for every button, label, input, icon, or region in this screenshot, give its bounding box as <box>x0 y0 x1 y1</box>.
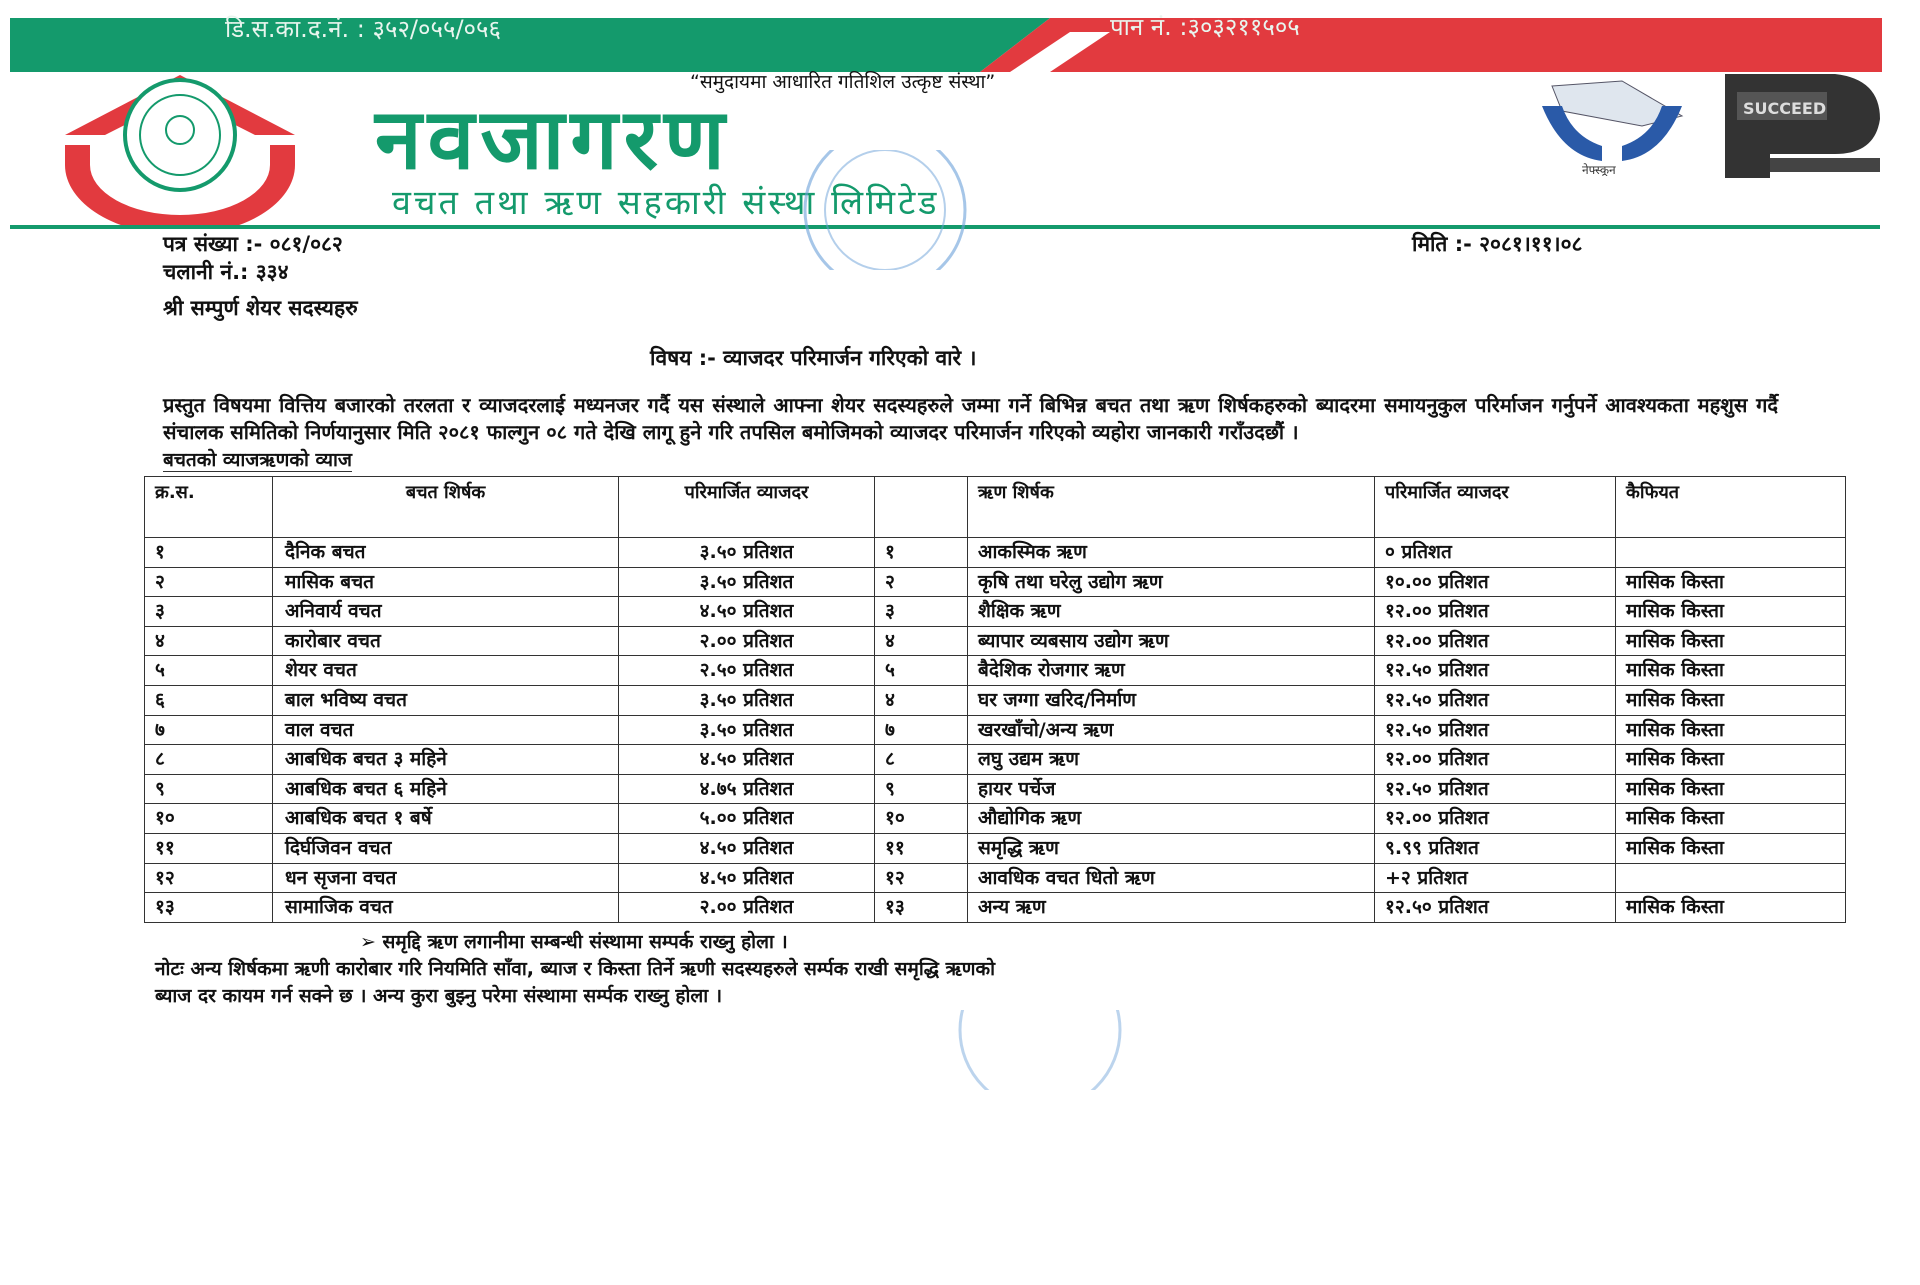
column-header: कैफियत <box>1616 477 1846 538</box>
table-cell: १२.५० प्रतिशत <box>1375 893 1616 923</box>
table-cell: १ <box>875 538 968 568</box>
succeed-logo <box>1725 74 1880 178</box>
table-cell: औद्योगिक ऋण <box>968 804 1375 834</box>
table-cell: १२.०० प्रतिशत <box>1375 597 1616 627</box>
arrow-bullet-icon: ➢ <box>360 930 383 953</box>
note-line-2: ब्याज दर कायम गर्न सक्ने छ । अन्य कुरा बुझ्नु परेमा संस्थामा सर्म्पक राख्नु होला । <box>155 984 723 1007</box>
table-cell: धन सृजना वचत <box>273 863 619 893</box>
table-cell: सामाजिक वचत <box>273 893 619 923</box>
table-cell: मासिक किस्ता <box>1616 567 1846 597</box>
slogan: “समुदायमा आधारित गतिशिल उत्कृष्ट संस्था” <box>690 71 996 93</box>
table-row <box>145 567 1846 597</box>
table-cell: ६ <box>145 685 273 715</box>
table-cell: कारोबार वचत <box>273 626 619 656</box>
table-cell: हायर पर्चेज <box>968 774 1375 804</box>
table-cell: ४ <box>875 626 968 656</box>
table-cell: ४.५० प्रतिशत <box>619 597 875 627</box>
organization-name: नवजागरण <box>375 90 731 188</box>
official-stamp-lower <box>920 1010 1160 1090</box>
table-cell <box>1616 538 1846 568</box>
table-header-row <box>145 477 1846 538</box>
table-cell: १० <box>875 804 968 834</box>
table-cell: मासिक किस्ता <box>1616 597 1846 627</box>
table-cell: २.०० प्रतिशत <box>619 626 875 656</box>
table-row <box>145 597 1846 627</box>
table-cell: मासिक किस्ता <box>1616 774 1846 804</box>
table-cell: समृद्धि ऋण <box>968 833 1375 863</box>
table-cell: ४.५० प्रतिशत <box>619 863 875 893</box>
table-cell: ३.५० प्रतिशत <box>619 685 875 715</box>
table-cell: बैदेशिक रोजगार ऋण <box>968 656 1375 686</box>
table-cell: मासिक किस्ता <box>1616 833 1846 863</box>
svg-text:नेफ्स्कून: नेफ्स्कून <box>1582 163 1616 176</box>
table-cell: १२.५० प्रतिशत <box>1375 774 1616 804</box>
table-cell: मासिक किस्ता <box>1616 626 1846 656</box>
table-cell: मासिक किस्ता <box>1616 893 1846 923</box>
subject: विषय :- व्याजदर परिमार्जन गरिएको वारे । <box>650 346 977 370</box>
table-cell: कृषि तथा घरेलु उद्योग ऋण <box>968 567 1375 597</box>
table-cell: +२ प्रतिशत <box>1375 863 1616 893</box>
table-cell: ३.५० प्रतिशत <box>619 715 875 745</box>
table-cell: १२.०० प्रतिशत <box>1375 626 1616 656</box>
table-cell: मासिक किस्ता <box>1616 656 1846 686</box>
table-cell: वाल वचत <box>273 715 619 745</box>
table-cell: आकस्मिक ऋण <box>968 538 1375 568</box>
table-cell: ९ <box>875 774 968 804</box>
dispatch-number: चलानी नं.: ३३४ <box>163 260 289 284</box>
table-cell: १ <box>145 538 273 568</box>
table-cell: मासिक किस्ता <box>1616 685 1846 715</box>
table-cell: ५.०० प्रतिशत <box>619 804 875 834</box>
table-cell: खरखाँचो/अन्य ऋण <box>968 715 1375 745</box>
addressee: श्री सम्पुर्ण शेयर सदस्यहरु <box>163 296 358 320</box>
table-row <box>145 833 1846 863</box>
table-cell: ८ <box>145 745 273 775</box>
table-cell: अन्य ऋण <box>968 893 1375 923</box>
table-cell: मासिक किस्ता <box>1616 745 1846 775</box>
table-cell: बाल भविष्य वचत <box>273 685 619 715</box>
table-cell: आबधिक बचत ६ महिने <box>273 774 619 804</box>
table-cell: ४ <box>875 685 968 715</box>
table-cell: आबधिक बचत ३ महिने <box>273 745 619 775</box>
table-cell: दिर्घजिवन वचत <box>273 833 619 863</box>
table-cell: २.५० प्रतिशत <box>619 656 875 686</box>
table-cell: २ <box>145 567 273 597</box>
interest-rate-table <box>144 476 1846 923</box>
table-cell: आवधिक वचत धितो ऋण <box>968 863 1375 893</box>
table-cell: शैक्षिक ऋण <box>968 597 1375 627</box>
table-cell: १२.५० प्रतिशत <box>1375 715 1616 745</box>
column-header: परिमार्जित व्याजदर <box>1375 477 1616 538</box>
table-cell: घर जग्गा खरिद/निर्माण <box>968 685 1375 715</box>
bullet-text: समृद्दि ऋण लगानीमा सम्बन्धी संस्थामा सम्पर्क राख्नु होला । <box>382 930 788 953</box>
table-cell: दैनिक बचत <box>273 538 619 568</box>
table-cell: मासिक किस्ता <box>1616 804 1846 834</box>
table-cell: आबधिक बचत १ बर्षे <box>273 804 619 834</box>
table-cell: ४.७५ प्रतिशत <box>619 774 875 804</box>
table-cell: ११ <box>875 833 968 863</box>
table-cell: ३.५० प्रतिशत <box>619 567 875 597</box>
pan-number: पान नं. :३०३२११५०५ <box>1110 13 1300 41</box>
table-row <box>145 774 1846 804</box>
letter-date: मिति :- २०८१।११।०८ <box>1412 232 1583 256</box>
table-heading: बचतको व्याजऋणको व्याज <box>163 449 353 471</box>
table-cell: २.०० प्रतिशत <box>619 893 875 923</box>
table-cell: ७ <box>145 715 273 745</box>
table-cell: ५ <box>875 656 968 686</box>
table-cell: ७ <box>875 715 968 745</box>
table-cell: ८ <box>875 745 968 775</box>
column-header <box>875 477 968 538</box>
table-cell: मासिक किस्ता <box>1616 715 1846 745</box>
table-cell: ४.५० प्रतिशत <box>619 745 875 775</box>
table-cell: १० <box>145 804 273 834</box>
table-cell: ४ <box>145 626 273 656</box>
table-cell: १२ <box>145 863 273 893</box>
table-cell: मासिक बचत <box>273 567 619 597</box>
table-row <box>145 893 1846 923</box>
table-cell: ९.९९ प्रतिशत <box>1375 833 1616 863</box>
table-cell: ९ <box>145 774 273 804</box>
table-cell: शेयर वचत <box>273 656 619 686</box>
table-cell: अनिवार्य वचत <box>273 597 619 627</box>
column-header: क्र.स. <box>145 477 273 538</box>
table-cell: १२.०० प्रतिशत <box>1375 804 1616 834</box>
table-cell: ४.५० प्रतिशत <box>619 833 875 863</box>
column-header: बचत शिर्षक <box>273 477 619 538</box>
body-paragraph: प्रस्तुत विषयमा वित्तिय बजारको तरलता र व्याजदरलाई मध्यनजर गर्दै यस संस्थाले आफ्ना शेयर सदस्यहरुले जम्मा गर्ने बिभिन्न बचत तथा ऋण शिर्षकहरुको ब्यादरमा समायनुकुल परिर्माजन गर्नुपर्ने आवश्यकता महशुस गर्दै संचालक समितिको निर्णयानुसार मिति २०८१ फाल्गुन ०८ गते देखि लागू हुने गरि तपसिल बमोजिमको व्याजदर परिमार्जन गरिएको व्यहोरा जानकारी गराँउदछौं । <box>163 393 1778 444</box>
table-cell: ब्यापार व्यबसाय उद्योग ऋण <box>968 626 1375 656</box>
table-row <box>145 626 1846 656</box>
note-line-1: नोटः अन्य शिर्षकमा ऋणी कारोबार गरि नियमिति साँवा, ब्याज र किस्ता तिर्ने ऋणी सदस्यहरुले सर्म्पक राखी समृद्धि ऋणको <box>155 957 996 980</box>
organization-subtitle: वचत तथा ऋण सहकारी संस्था लिमिटेड <box>392 183 940 223</box>
table-row <box>145 715 1846 745</box>
table-row <box>145 685 1846 715</box>
svg-text:SUCCEED: SUCCEED <box>1743 99 1827 118</box>
table-cell: ५ <box>145 656 273 686</box>
letter-body <box>144 392 1845 1010</box>
table-row <box>145 745 1846 775</box>
table-cell: १०.०० प्रतिशत <box>1375 567 1616 597</box>
table-cell: १२.५० प्रतिशत <box>1375 685 1616 715</box>
nefscun-logo <box>1522 76 1702 176</box>
column-header: परिमार्जित व्याजदर <box>619 477 875 538</box>
table-cell: १३ <box>145 893 273 923</box>
table-cell: २ <box>875 567 968 597</box>
table-row <box>145 863 1846 893</box>
table-cell: १३ <box>875 893 968 923</box>
table-cell: ११ <box>145 833 273 863</box>
table-cell: ३.५० प्रतिशत <box>619 538 875 568</box>
bullet-note <box>360 929 1920 956</box>
letter-number: पत्र संख्या :- ०८१/०८२ <box>163 232 343 256</box>
table-row <box>145 804 1846 834</box>
table-row <box>145 538 1846 568</box>
table-cell: लघु उद्यम ऋण <box>968 745 1375 775</box>
table-cell: ३ <box>875 597 968 627</box>
column-header: ऋण शिर्षक <box>968 477 1375 538</box>
registration-number: डि.स.का.द.नं. : ३५२/०५५/०५६ <box>225 15 501 43</box>
table-cell: ० प्रतिशत <box>1375 538 1616 568</box>
table-row <box>145 656 1846 686</box>
organization-logo <box>55 75 305 225</box>
table-cell: १२.०० प्रतिशत <box>1375 745 1616 775</box>
table-cell <box>1616 863 1846 893</box>
official-stamp <box>785 150 985 270</box>
table-cell: ३ <box>145 597 273 627</box>
table-cell: १२.५० प्रतिशत <box>1375 656 1616 686</box>
table-cell: १२ <box>875 863 968 893</box>
